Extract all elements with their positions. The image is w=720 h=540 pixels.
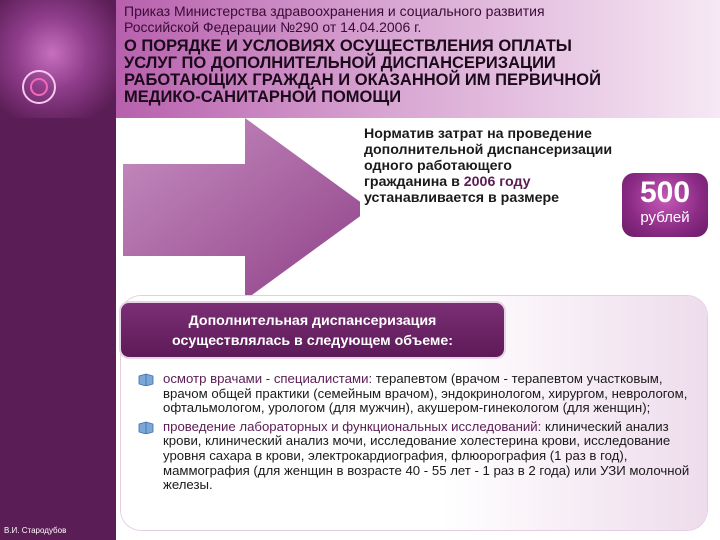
- title-line-4: МЕДИКО-САНИТАРНОЙ ПОМОЩИ: [124, 88, 402, 106]
- scope-list: [138, 372, 698, 497]
- author-credit: В.И. Стародубов: [4, 526, 67, 535]
- cost-amount: 500: [639, 176, 691, 209]
- book-bullet-icon: [138, 373, 154, 386]
- slide-title: [124, 38, 716, 106]
- item-text: терапевтом (врачом - терапевтом участковым, врачом общей практики (семейным врачом), эндокринологом, хирургом, неврологом, офтальмологом, урологом (для мужчин), акушером-гинекологом (для женщин);: [163, 371, 688, 416]
- header-decorative-image: [0, 0, 116, 118]
- cost-year: 2006 году: [463, 174, 531, 190]
- cost-line-5: устанавливается в размере: [364, 190, 560, 206]
- scope-heading-line-1: Дополнительная диспансеризация: [188, 313, 437, 329]
- item-lead: осмотр врачами - специалистами:: [163, 371, 373, 386]
- subtitle-line-2: Российской Федерации №290 от 14.04.2006 г.: [124, 19, 422, 35]
- cost-line-3: одного работающего: [364, 158, 512, 174]
- list-item: [138, 372, 698, 416]
- cost-currency: рублей: [640, 209, 690, 226]
- book-bullet-icon: [138, 421, 154, 434]
- list-item: [138, 420, 698, 493]
- item-text: клинический анализ крови, клинический анализ мочи, исследование холестерина крови, исследование уровня сахара в крови, электрокардиография, флюорография (1 раз в год), маммография (для женщин в возрасте 40 - 55 лет - 1 раз в 2 года) или УЗИ молочной железы.: [163, 418, 690, 493]
- cost-line-4-prefix: гражданина в: [364, 174, 464, 190]
- title-line-1: О ПОРЯДКЕ И УСЛОВИЯХ ОСУЩЕСТВЛЕНИЯ ОПЛАТЫ: [124, 37, 572, 55]
- scope-heading-line-2: осуществлялась в следующем объеме:: [171, 333, 454, 349]
- cost-line-4: [364, 174, 624, 190]
- cost-amount-badge: [622, 173, 708, 237]
- title-line-3: РАБОТАЮЩИХ ГРАЖДАН И ОКАЗАННОЙ ИМ ПЕРВИЧНОЙ: [124, 71, 601, 89]
- cost-line-1: Норматив затрат на проведение: [364, 126, 592, 142]
- item-lead: проведение лабораторных и функциональных исследований:: [163, 418, 542, 434]
- slide-subtitle: [124, 3, 714, 35]
- title-line-2: УСЛУГ ПО ДОПОЛНИТЕЛЬНОЙ ДИСПАНСЕРИЗАЦИИ: [124, 54, 556, 72]
- logo-emblem-icon: [22, 70, 56, 104]
- scope-heading: [121, 311, 504, 351]
- cost-line-2: дополнительной диспансеризации: [364, 142, 613, 158]
- right-arrow-shape: [123, 118, 370, 300]
- cost-description: [364, 126, 624, 206]
- subtitle-line-1: Приказ Министерства здравоохранения и социального развития: [124, 3, 545, 19]
